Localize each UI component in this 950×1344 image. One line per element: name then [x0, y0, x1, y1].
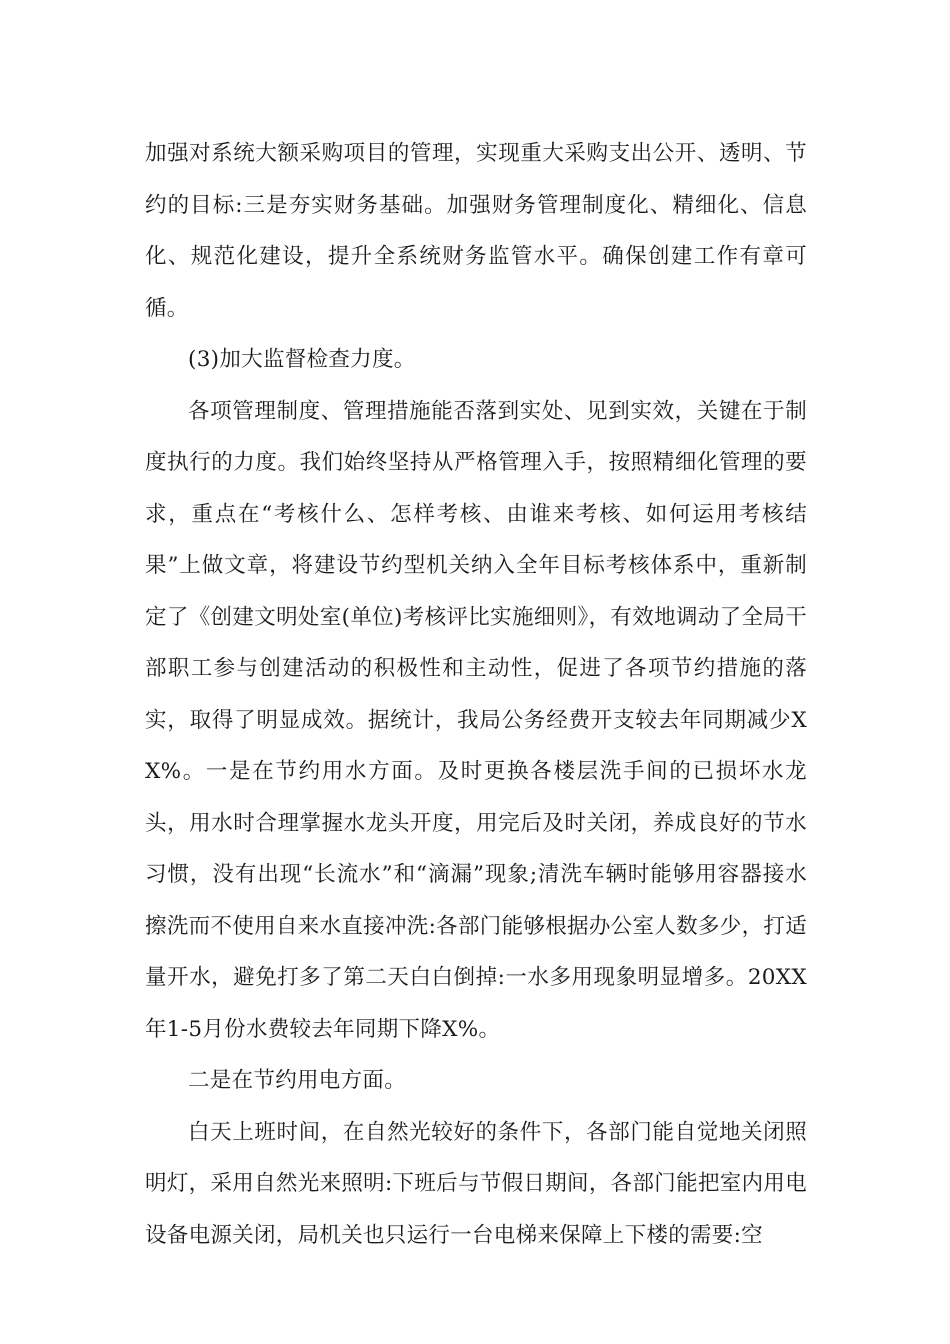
- paragraph-procurement-finance: 加强对系统大额采购项目的管理，实现重大采购支出公开、透明、节约的目标:三是夯实财务基础。加强财务管理制度化、精细化、信息化、规范化建设，提升全系统财务监管水平。确保创建工作有章可循。: [145, 141, 807, 321]
- paragraph-supervision-water: 各项管理制度、管理措施能否落到实处、见到实效，关键在于制度执行的力度。我们始终坚持从严格管理入手，按照精细化管理的要求，重点在“考核什么、怎样考核、由谁来考核、如何运用考核结果”上做文章，将建设节约型机关纳入全年目标考核体系中，重新制定了《创建文明处室(单位)考核评比实施细则》，有效地调动了全局干部职工参与创建活动的积极性和主动性，促进了各项节约措施的落实，取得了明显成效。据统计，我局公务经费开支较去年同期减少XX%。一是在节约用水方面。及时更换各楼层洗手间的已损坏水龙头，用水时合理掌握水龙头开度，用完后及时关闭，养成良好的节水习惯，没有出现“长流水”和“滴漏”现象;清洗车辆时能够用容器接水擦洗而不使用自来水直接冲洗:各部门能够根据办公室人数多少，打适量开水，避免打多了第二天白白倒掉:一水多用现象明显增多。20XX年1-5月份水费较去年同期下降X%。: [145, 398, 807, 1042]
- paragraph-heading-electricity: 二是在节约用电方面。: [188, 1068, 407, 1093]
- paragraph-heading-supervision: (3)加大监督检查力度。: [188, 347, 416, 372]
- document-body: [145, 128, 807, 1261]
- paragraph-electricity: 白天上班时间，在自然光较好的条件下，各部门能自觉地关闭照明灯，采用自然光来照明:下班后与节假日期间，各部门能把室内用电设备电源关闭，局机关也只运行一台电梯来保障上下楼的需要:空: [145, 1119, 807, 1248]
